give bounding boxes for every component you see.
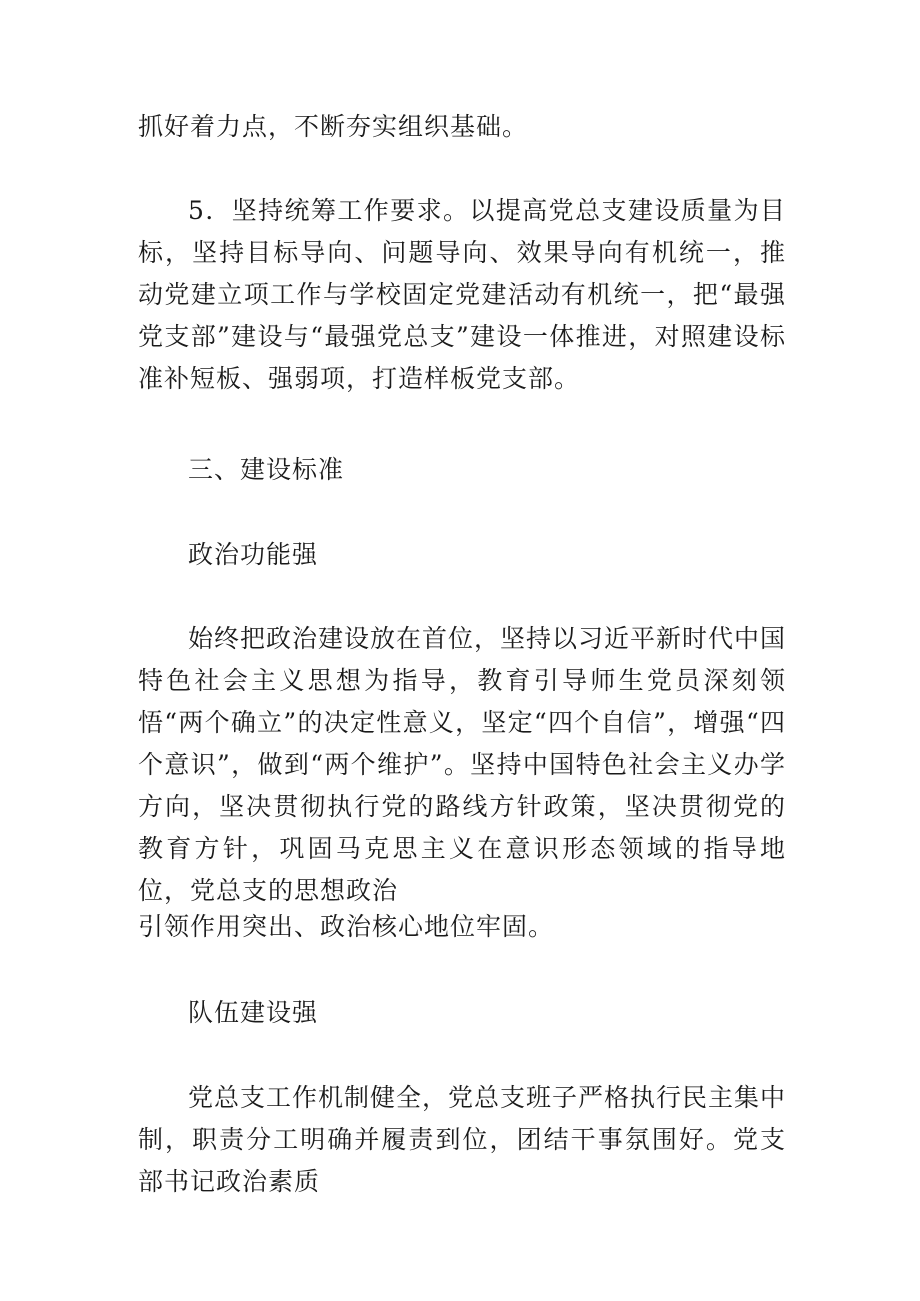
paragraph-item-5: 5．坚持统筹工作要求。以提高党总支建设质量为目标，坚持目标导向、问题导向、效果导向有机统一，推动党建立项工作与学校固定党建活动有机统一，把“最强党支部”建设与“最强党总支”建设一体推进，对照建设标准补短板、强弱项，打造样板党支部。 <box>138 196 786 393</box>
paragraph-continuation: 抓好着力点，不断夯实组织基础。 <box>138 112 529 141</box>
paragraph-team-building: 党总支工作机制健全，党总支班子严格执行民主集中制，职责分工明确并履责到位，团结干事氛围好。党支部书记政治素质 <box>138 1083 787 1196</box>
subheading-political-function: 政治功能强 <box>188 540 319 569</box>
paragraph-political-function-continuation: 引领作用突出、政治核心地位牢固。 <box>138 912 555 941</box>
section-heading-construction-standards: 三、建设标准 <box>188 455 345 484</box>
subheading-team-building: 队伍建设强 <box>188 998 319 1027</box>
paragraph-political-function: 始终把政治建设放在首位，坚持以习近平新时代中国特色社会主义思想为指导，教育引导师生党员深刻领悟“两个确立”的决定性意义，坚定“四个自信”，增强“四个意识”，做到“两个维护”。坚持中国特色社会主义办学方向，坚决贯彻执行党的路线方针政策，坚决贯彻党的教育方针，巩固马克思主义在意识形态领域的指导地位，党总支的思想政治 <box>138 624 787 905</box>
